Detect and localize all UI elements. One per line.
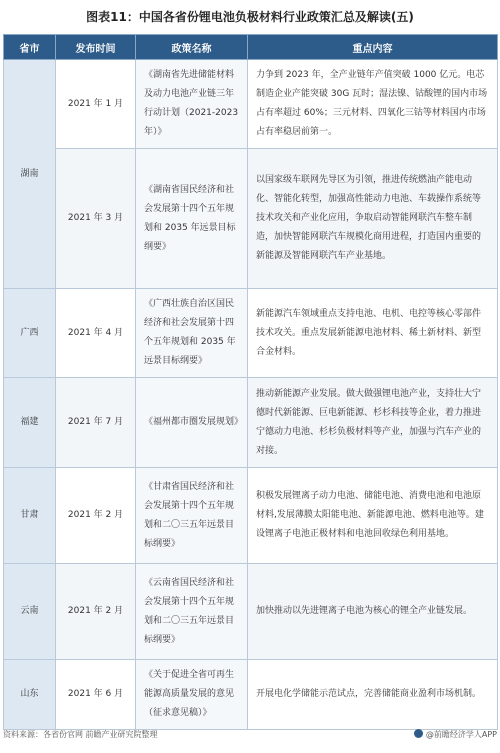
policy-cell: 《云南省国民经济和社会发展第十四个五年规划和二〇三五年远景目标纲要》 (136, 564, 248, 660)
header-province: 省市 (4, 35, 56, 60)
province-cell: 福建 (4, 378, 56, 468)
header-policy: 政策名称 (136, 35, 248, 60)
date-cell: 2021 年 6 月 (56, 660, 136, 730)
policy-cell: 《甘肃省国民经济和社会发展第十四个五年规划和二〇三五年远景目标纲要》 (136, 468, 248, 564)
province-cell: 广西 (4, 289, 56, 378)
content-cell: 力争到 2023 年，全产业链年产值突破 1000 亿元。电芯制造企业产能突破 30G 瓦时；湿法镍、钴酸锂的国内市场占有率超过 60%；三元材料、四氧化三钴等材料国内市场占有率稳居前第一。 (248, 60, 498, 149)
province-cell: 湖南 (4, 60, 56, 289)
policy-cell: 《广西壮族自治区国民经济和社会发展第十四个五年规划和 2035 年远景目标纲要》 (136, 289, 248, 378)
brand-label: @前瞻经济学人APP (425, 730, 497, 739)
policy-table (3, 34, 498, 730)
table-row (4, 660, 498, 730)
content-cell: 开展电化学储能示范试点，完善储能商业盈利市场机制。 (248, 660, 498, 730)
brand-credit (414, 726, 497, 744)
table-row (4, 149, 498, 289)
source-note: 资料来源：各省份官网 前瞻产业研究院整理 (3, 730, 158, 739)
table-row (4, 378, 498, 468)
province-cell: 山东 (4, 660, 56, 730)
content-cell: 新能源汽车领域重点支持电池、电机、电控等核心零部件技术攻关。重点发展新能源电池材料、稀土新材料、新型合金材料。 (248, 289, 498, 378)
table-header-row (4, 35, 498, 60)
table-row (4, 60, 498, 149)
content-cell: 以国家级车联网先导区为引领，推进传统燃油产能电动化、智能化转型，加强高性能动力电池、车载操作系统等技术攻关和产业化应用，争取启动智能网联汽车整车制造，加快智能网联汽车规模化商用进程，打造国内重要的新能源及智能网联汽车产业基地。 (248, 149, 498, 289)
province-cell: 云南 (4, 564, 56, 660)
brand-logo-icon (414, 729, 423, 738)
date-cell: 2021 年 1 月 (56, 60, 136, 149)
table-row (4, 289, 498, 378)
page-title: 图表11：中国各省份锂电池负极材料行业政策汇总及解读(五) (86, 10, 414, 24)
policy-cell: 《福州都市圈发展规划》 (136, 378, 248, 468)
province-cell: 甘肃 (4, 468, 56, 564)
date-cell: 2021 年 3 月 (56, 149, 136, 289)
date-cell: 2021 年 7 月 (56, 378, 136, 468)
header-date: 发布时间 (56, 35, 136, 60)
content-cell: 积极发展锂离子动力电池、储能电池、消费电池和电池原材料,发展薄膜太阳能电池、新能源电池、燃料电池等。建设锂离子电池正极材料和电池回收绿色利用基地。 (248, 468, 498, 564)
date-cell: 2021 年 4 月 (56, 289, 136, 378)
content-cell: 推动新能源产业发展。做大做强锂电池产业，支持壮大宁德时代新能源、巨电新能源、杉杉科技等企业，着力推进宁德动力电池、杉杉负极材料等产业，加强与汽车产业的对接。 (248, 378, 498, 468)
date-cell: 2021 年 2 月 (56, 564, 136, 660)
policy-cell: 《湖南省国民经济和社会发展第十四个五年规划和 2035 年远景目标纲要》 (136, 149, 248, 289)
policy-cell: 《湖南省先进储能材料及动力电池产业链三年行动计划（2021-2023年）》 (136, 60, 248, 149)
date-cell: 2021 年 2 月 (56, 468, 136, 564)
content-cell: 加快推动以先进锂离子电池为核心的锂全产业链发展。 (248, 564, 498, 660)
table-row (4, 564, 498, 660)
table-row (4, 468, 498, 564)
header-content: 重点内容 (248, 35, 498, 60)
policy-cell: 《关于促进全省可再生能源高质量发展的意见（征求意见稿）》 (136, 660, 248, 730)
footer (3, 726, 497, 744)
